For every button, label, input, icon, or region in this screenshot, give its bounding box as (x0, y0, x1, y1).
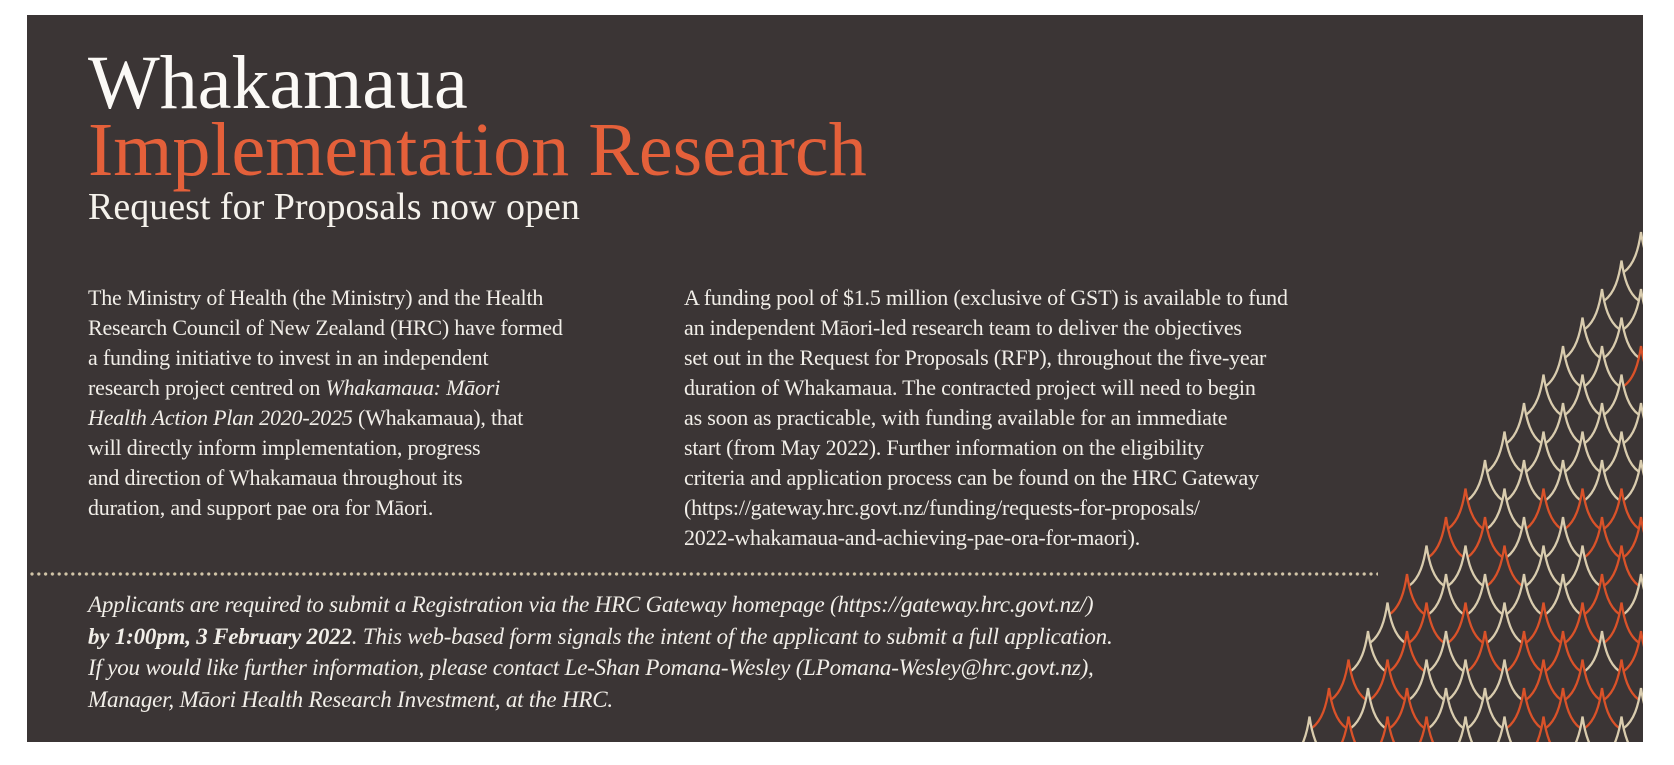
text-line: and direction of Whakamaua throughout its (88, 465, 463, 490)
text-line: The Ministry of Health (the Ministry) and the Health (88, 285, 544, 310)
chevron-peak-motif (1371, 603, 1405, 643)
application-note (88, 589, 1113, 715)
chevron-peak-motif (1605, 546, 1639, 586)
chevron-peak-motif (1293, 717, 1327, 743)
chevron-peak-motif (1468, 517, 1502, 557)
chevron-peak-motif (1351, 688, 1385, 728)
chevron-peak-motif (1488, 489, 1522, 529)
chevron-peak-motif (1410, 717, 1444, 743)
chevron-peak-motif (1546, 346, 1580, 386)
chevron-peak-motif (1332, 660, 1366, 700)
chevron-peak-motif (1527, 603, 1561, 643)
chevron-peak-motif (1566, 660, 1600, 700)
chevron-peak-motif (1507, 688, 1541, 728)
text-line: will directly inform implementation, progress (88, 435, 481, 460)
chevron-peak-motif (1429, 517, 1463, 557)
chevron-peak-motif (1468, 631, 1502, 671)
chevron-peak-motif (1546, 460, 1580, 500)
poster-title: Whakamaua (88, 41, 468, 125)
chevron-peak-motif (1585, 346, 1619, 386)
chevron-peak-motif (1488, 660, 1522, 700)
chevron-peak-motif (1605, 318, 1639, 358)
chevron-peak-motif (1624, 232, 1643, 272)
chevron-peak-motif (1488, 546, 1522, 586)
chevron-peak-motif (1488, 717, 1522, 743)
text-line: duration, and support pae ora for Māori. (88, 495, 434, 520)
chevron-peak-motif (1449, 603, 1483, 643)
chevron-peak-motif (1390, 574, 1424, 614)
chevron-peak-motif (1546, 688, 1580, 728)
chevron-peak-motif (1527, 489, 1561, 529)
chevron-peak-motif (1507, 574, 1541, 614)
chevron-peak-motif (1546, 574, 1580, 614)
text-line: start (from May 2022). Further information on the eligibility (684, 435, 1204, 460)
text-line: research project centred on Whakamaua: Māori (88, 375, 501, 400)
chevron-peak-motif (1429, 574, 1463, 614)
chevron-peak-motif (1624, 346, 1643, 386)
chevron-peak-motif (1507, 631, 1541, 671)
chevron-peak-motif (1605, 660, 1639, 700)
chevron-peak-motif (1624, 688, 1643, 728)
chevron-peak-motif (1585, 574, 1619, 614)
chevron-peak-motif (1449, 489, 1483, 529)
text-line: Health Action Plan 2020-2025 (Whakamaua), that (88, 405, 524, 430)
chevron-peak-motif (1624, 574, 1643, 614)
chevron-peak-motif (1410, 603, 1444, 643)
chevron-peak-motif (1351, 631, 1385, 671)
text-line: by 1:00pm, 3 February 2022. This web-based form signals the intent of the applicant to submit a full application. (88, 623, 1113, 649)
chevron-peak-motif (1585, 517, 1619, 557)
chevron-peak-motif (1507, 403, 1541, 443)
chevron-peak-motif (1624, 289, 1643, 329)
text-line: duration of Whakamaua. The contracted project will need to begin (684, 375, 1256, 400)
chevron-peak-motif (1527, 432, 1561, 472)
text-line: a funding initiative to invest in an independent (88, 345, 489, 370)
chevron-peak-motif (1624, 403, 1643, 443)
chevron-peak-motif (1585, 403, 1619, 443)
text-line: (https://gateway.hrc.govt.nz/funding/requests-for-proposals/ (684, 495, 1200, 520)
poster-panel (27, 15, 1643, 742)
poster-subtitle: Request for Proposals now open (88, 186, 580, 228)
text-line: Applicants are required to submit a Registration via the HRC Gateway homepage (https://gateway.hrc.govt.nz/) (88, 592, 1094, 617)
chevron-peak-motif (1566, 318, 1600, 358)
chevron-peak-motif (1488, 432, 1522, 472)
chevron-peak-motif (1566, 717, 1600, 743)
poster-title-accent: Implementation Research (88, 108, 867, 192)
chevron-peak-motif (1624, 460, 1643, 500)
chevron-peak-motif (1371, 660, 1405, 700)
chevron-peak-motif (1527, 717, 1561, 743)
chevron-peak-motif (1585, 289, 1619, 329)
chevron-peak-motif (1332, 717, 1366, 743)
chevron-peak-motif (1468, 688, 1502, 728)
intro-paragraph (88, 283, 663, 523)
chevron-peak-motif (1468, 574, 1502, 614)
chevron-peak-motif (1566, 375, 1600, 415)
chevron-peak-motif (1410, 546, 1444, 586)
chevron-peak-motif (1546, 631, 1580, 671)
chevron-peak-motif (1507, 517, 1541, 557)
text-line: criteria and application process can be found on the HRC Gateway (684, 465, 1259, 490)
chevron-peak-motif (1605, 261, 1639, 301)
chevron-peak-motif (1585, 631, 1619, 671)
text-line: set out in the Request for Proposals (RFP), throughout the five-year (684, 345, 1267, 370)
chevron-peak-motif (1624, 631, 1643, 671)
text-line: Manager, Māori Health Research Investment, at the HRC. (88, 686, 613, 712)
chevron-peak-motif (1605, 432, 1639, 472)
dotted-divider (30, 571, 1378, 577)
chevron-peak-motif (1527, 546, 1561, 586)
chevron-peak-motif (1566, 432, 1600, 472)
chevron-peak-motif (1312, 688, 1346, 728)
chevron-peak-motif (1371, 717, 1405, 743)
chevron-peak-motif (1566, 603, 1600, 643)
chevron-peak-motif (1488, 603, 1522, 643)
chevron-peak-motif (1507, 460, 1541, 500)
chevron-peak-motif (1527, 660, 1561, 700)
text-line: an independent Māori-led research team to deliver the objectives (684, 315, 1242, 340)
text-line: 2022-whakamaua-and-achieving-pae-ora-for-maori). (684, 525, 1140, 550)
chevron-peak-motif (1605, 717, 1639, 743)
chevron-peak-motif (1585, 460, 1619, 500)
chevron-peak-motif (1449, 717, 1483, 743)
chevron-peak-motif (1527, 375, 1561, 415)
text-line: If you would like further information, please contact Le-Shan Pomana-Wesley (LPomana-Wesley@hrc.govt.nz), (88, 655, 1094, 680)
chevron-peak-motif (1390, 631, 1424, 671)
text-line: A funding pool of $1.5 million (exclusive of GST) is available to fund (684, 285, 1288, 310)
text-line: as soon as practicable, with funding available for an immediate (684, 405, 1228, 430)
chevron-peak-motif (1449, 546, 1483, 586)
chevron-peak-motif (1624, 517, 1643, 557)
chevron-peak-motif (1449, 660, 1483, 700)
chevron-peak-motif (1410, 660, 1444, 700)
chevron-peak-motif (1566, 489, 1600, 529)
chevron-peak-motif (1546, 403, 1580, 443)
chevron-peak-motif (1605, 375, 1639, 415)
chevron-peak-motif (1429, 688, 1463, 728)
text-line: Research Council of New Zealand (HRC) have formed (88, 315, 563, 340)
chevron-peak-motif (1468, 460, 1502, 500)
chevron-peak-motif (1585, 688, 1619, 728)
chevron-peak-motif (1605, 489, 1639, 529)
chevron-peak-motif (1390, 688, 1424, 728)
chevron-peak-motif (1546, 517, 1580, 557)
chevron-peak-motif (1566, 546, 1600, 586)
chevron-peak-motif (1605, 603, 1639, 643)
funding-paragraph (684, 283, 1344, 553)
chevron-peak-motif (1429, 631, 1463, 671)
